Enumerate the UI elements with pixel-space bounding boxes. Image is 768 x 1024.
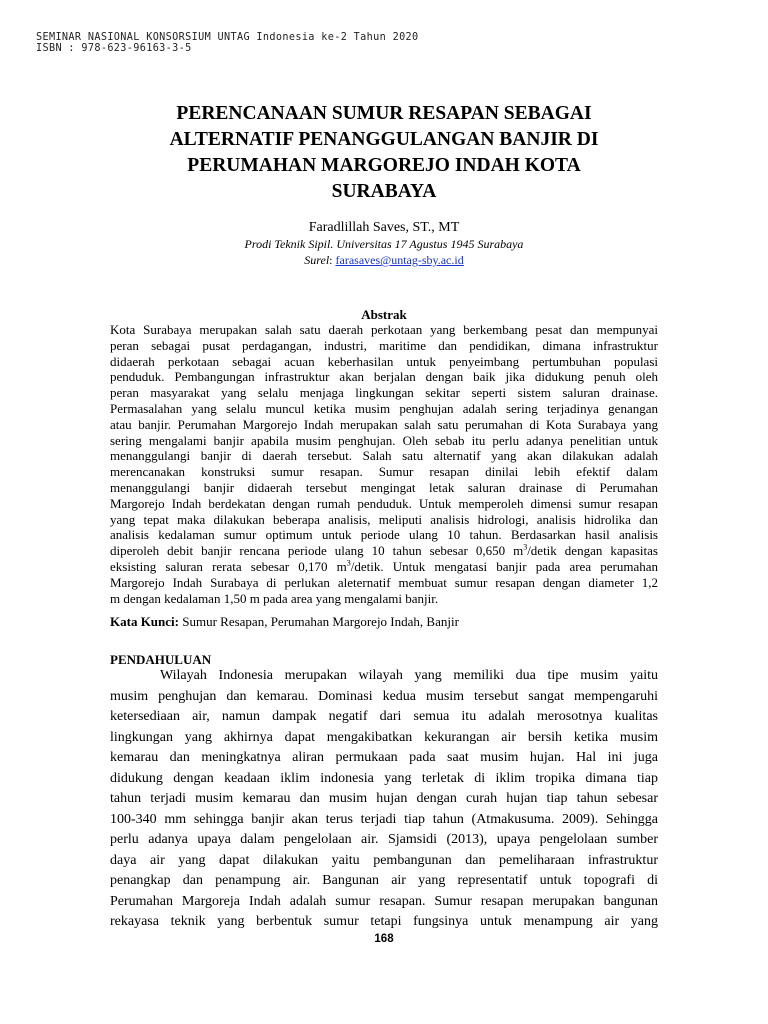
email-separator: : (329, 253, 336, 267)
page-number: 168 (374, 933, 394, 945)
abstract-line: Margorejo Indah berdekatan dengan rumah penduduk. Untuk memperoleh dimensi sumur resapan (110, 495, 658, 511)
author-email (0, 252, 768, 268)
body-line: perlu adanya upaya dalam pengelolaan air. Sjamsidi (2013), upaya pengelolaan sumber (110, 832, 658, 847)
abstract-line: Margorejo Indah Surabaya di perlukan aleternatif membuat sumur resapan dengan diameter 1,2 (110, 574, 658, 590)
isbn: ISBN : 978-623-96163-3-5 (36, 43, 192, 54)
conference-header (36, 32, 419, 54)
abstract-line: penduduk. Pembangungan infrastruktur akan berjalan dengan baik jika didukung penuh oleh (110, 369, 658, 385)
keywords-text: Sumur Resapan, Perumahan Margorejo Indah, Banjir (178, 614, 459, 629)
abstract-line: atau banjir. Perumahan Margorejo Indah merupakan salah satu perumahan di Kota Surabaya yang (110, 416, 658, 432)
abstract-line: yang tepat maka dilakukan beberapa analisis, meliputi analisis hidrologi, analisis hidrolika dan (110, 511, 658, 527)
superscript: 3 (346, 558, 351, 568)
abstract-line: didaerah perkotaan sebagai acuan keberhasilan untuk penyeimbang pertumbuhan populasi (110, 353, 658, 369)
abstract-line: peran masyarakat yang selalu menjaga lingkungan sekitar seperti sistem saluran drainase. (110, 385, 658, 401)
body-line: musim penghujan dan kemarau. Dominasi kedua musim tersebut sangat mempengaruhi (110, 688, 658, 704)
section-body (110, 666, 658, 933)
abstract-line: m dengan kedalaman 1,50 m pada area yang mengalami banjir. (110, 590, 439, 606)
abstract-line: sering mengalami banjir apabila musim penghujan. Oleh sebab itu perlu adanya penelitian untuk (110, 432, 658, 448)
paper-title (100, 101, 668, 205)
body-line: Wilayah Indonesia merupakan wilayah yang memiliki dua tipe musim yaitu (160, 668, 658, 683)
abstract-heading: Abstrak (361, 307, 407, 322)
email-label: Surel (304, 253, 330, 267)
abstract-line: analisis kedalaman sumur optimum untuk periode ulang 10 tahun. Berdasarkan hasil analisis (110, 527, 658, 543)
body-line: rekayasa teknik yang berbentuk sumur tetapi fungsinya untuk menampung air yang (110, 914, 658, 929)
abstract-body (110, 322, 658, 606)
keywords (110, 614, 658, 630)
body-line: tahun terjadi musim kemarau dan musim hujan dengan curah hujan tiap tahun sebesar (110, 791, 658, 806)
line-text: /detik dengan kapasitas (527, 543, 658, 559)
title-line: ALTERNATIF PENANGGULANGAN BANJIR DI (169, 129, 599, 150)
abstract-line: peran sebagai pusat perdagangan, industri, maritime dan pendidikan, dimana infrastruktur (110, 337, 658, 353)
section-heading: PENDAHULUAN (110, 652, 212, 667)
body-line: didukung dengan keadaan iklim indonesia yang terletak di iklim tropika dimana tiap (110, 770, 658, 786)
body-line: penangkap dan penampung air. Bangunan air yang representatif untuk topografi di (110, 873, 658, 888)
body-line: kemarau dan meningkatnya aliran permukaan pada saat musim hujan. Hal ini juga (110, 750, 658, 765)
body-line: 100-340 mm sehingga banjir akan terus terjadi tiap tahun (Atmakusuma. 2009). Sehingga (110, 811, 658, 827)
body-line: Perumahan Margoreja Indah adalah sumur resapan. Sumur resapan merupakan bangunan (110, 893, 658, 909)
abstract-line: Kota Surabaya merupakan salah satu daerah perkotaan yang berkembang pesat dan mempunyai (110, 322, 658, 337)
title-line: PERENCANAAN SUMUR RESAPAN SEBAGAI (176, 103, 592, 124)
abstract-line (110, 543, 658, 559)
line-text: diperoleh debit banjir rencana periode ulang 10 tahun sebesar 0,650 m (110, 543, 524, 559)
body-line: lingkungan yang akhirnya dapat mengakibatkan kekurangan air bersih ketika musim (110, 729, 658, 745)
abstract-line: menanggulangi banjir di daerah tersebut. Salah satu alternatif yang akan dilakukan adalah (110, 448, 658, 464)
abstract-line: Permasalahan yang selalu muncul ketika musim penghujan adalah sering terjadinya genangan (110, 400, 658, 416)
abstract-line (110, 559, 658, 575)
line-text: eksisting saluran rerata sebesar 0,170 m (110, 558, 347, 574)
body-line: daya air yang dapat dilakukan yaitu pembangunan dan pemeliharaan infrastruktur (110, 852, 658, 868)
author-affiliation: Prodi Teknik Sipil. Universitas 17 Agustus 1945 Surabaya (244, 237, 524, 251)
abstract-line: merencanakan konstruksi sumur resapan. Sumur resapan dinilai lebih efektif dalam (110, 464, 658, 480)
title-line: PERUMAHAN MARGOREJO INDAH KOTA (187, 155, 581, 176)
author-name: Faradlillah Saves, ST., MT (308, 220, 460, 235)
superscript: 3 (523, 542, 528, 552)
conference-name: SEMINAR NASIONAL KONSORSIUM UNTAG Indonesia ke-2 Tahun 2020 (36, 32, 419, 43)
abstract-line: menanggulangi banjir didaerah tersebut mengingat letak saluran drainase di Perumahan (110, 479, 658, 495)
line-text: /detik. Untuk mengatasi banjir pada area perumahan (350, 558, 658, 574)
title-line: SURABAYA (331, 181, 437, 202)
body-line: ketersediaan air, namun dampak negatif dari semua itu adalah merosotnya kualitas (110, 709, 658, 724)
keywords-label: Kata Kunci: (110, 614, 179, 629)
email-link[interactable]: farasaves@untag-sby.ac.id (335, 253, 464, 267)
